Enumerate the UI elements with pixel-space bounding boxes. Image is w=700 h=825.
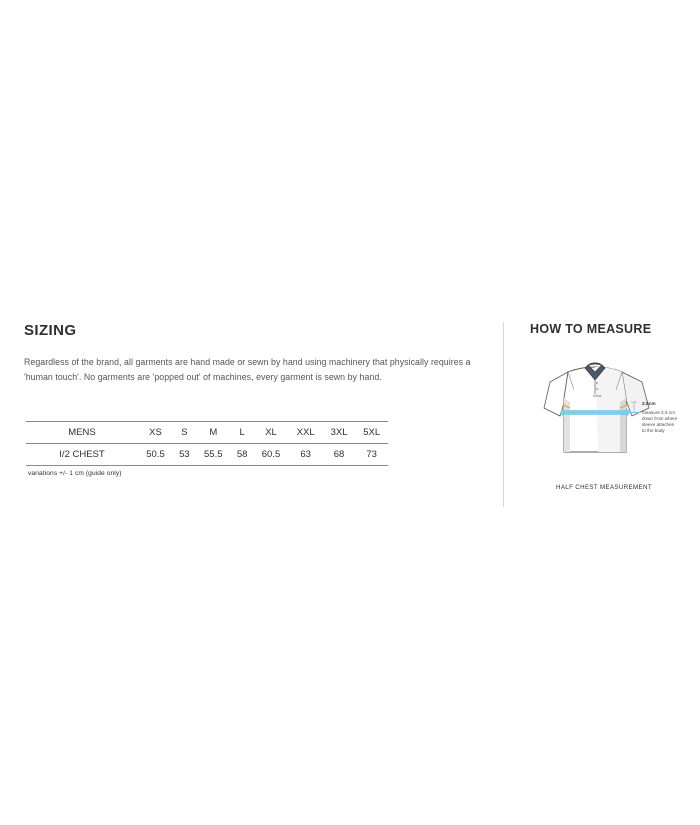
diagram-caption: HALF CHEST MEASUREMENT <box>556 484 652 491</box>
table-header-cell: L <box>231 422 254 444</box>
table-cell: 68 <box>323 444 356 466</box>
sleeve-tag-label: Mens <box>593 394 602 398</box>
page-title: SIZING <box>24 322 77 339</box>
table-cell: 73 <box>355 444 388 466</box>
table-cell: 60.5 <box>254 444 289 466</box>
sizing-intro-text: Regardless of the brand, all garments are hand made or sewn by hand using machinery that physically requires a 'human touch'. No garments are 'popped out' of machines, every garment is sewn by hand. <box>24 357 471 382</box>
measurement-callout-text: measure 2.5 cm down from where sleeve attaches to the body <box>642 410 678 433</box>
table-row <box>26 444 388 466</box>
table-cell: 55.5 <box>196 444 231 466</box>
size-table-note: variations +/- 1 cm (guide only) <box>28 470 122 477</box>
table-cell: 50.5 <box>138 444 173 466</box>
table-header-cell: XXL <box>289 422 323 444</box>
polo-shirt-diagram <box>530 346 680 476</box>
table-cell: 58 <box>231 444 254 466</box>
table-cell: 53 <box>173 444 196 466</box>
table-header-cell: XL <box>254 422 289 444</box>
sizing-section <box>24 322 484 384</box>
table-header-cell: M <box>196 422 231 444</box>
table-header-cell: 5XL <box>355 422 388 444</box>
table-row-label: I/2 CHEST <box>26 444 138 466</box>
size-chart <box>26 421 388 477</box>
column-divider <box>503 322 504 507</box>
table-header-row <box>26 422 388 444</box>
table-cell: 63 <box>289 444 323 466</box>
how-to-measure-title: HOW TO MEASURE <box>530 322 652 336</box>
table-header-cell: XS <box>138 422 173 444</box>
how-to-measure-section <box>530 322 680 491</box>
table-header-cell: S <box>173 422 196 444</box>
table-header-cell: 3XL <box>323 422 356 444</box>
table-header-cell: MENS <box>26 422 138 444</box>
measurement-badge: 2.5cm <box>642 402 656 407</box>
size-table <box>26 421 388 466</box>
